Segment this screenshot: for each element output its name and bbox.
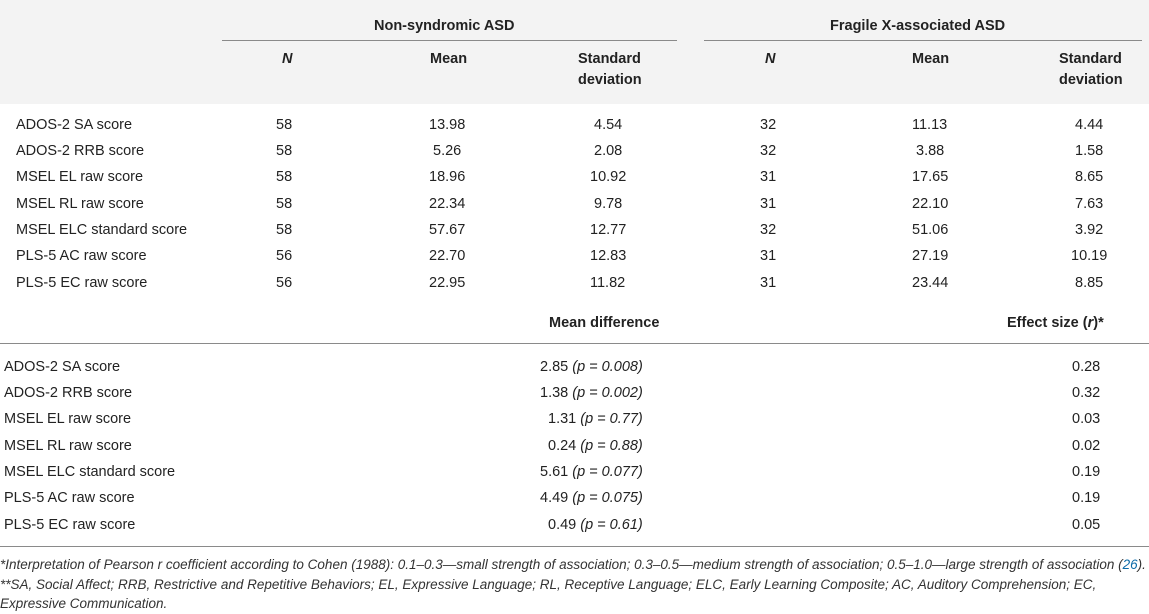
group-header-non-syndromic: Non-syndromic ASD: [374, 18, 515, 34]
cell-mean-diff: [548, 438, 643, 454]
cell-ns-n: 58: [276, 169, 293, 185]
cell-fx-sd: 8.85: [1075, 275, 1104, 291]
cell-ns-mean: 18.96: [429, 169, 466, 185]
footnote-reference-link[interactable]: 26: [1122, 557, 1138, 572]
table-row-label: MSEL ELC standard score: [4, 464, 176, 480]
cell-ns-n: 56: [276, 275, 293, 291]
cell-ns-n: 58: [276, 117, 293, 133]
col-header-sd-fx-line2: deviation: [1059, 72, 1123, 88]
cell-ns-sd: 12.83: [590, 248, 627, 264]
cell-ns-n: 58: [276, 143, 293, 159]
cell-ns-mean: 22.95: [429, 275, 466, 291]
cell-p-value: (p = 0.008): [572, 359, 643, 375]
cell-fx-mean: 51.06: [912, 222, 949, 238]
col-header-mean-ns: Mean: [430, 51, 468, 67]
cell-diff-value: 0.24: [548, 438, 577, 454]
col-header-sd-ns-line2: deviation: [578, 72, 642, 88]
table-row-label: ADOS-2 RRB score: [4, 385, 133, 401]
cell-mean-diff: [540, 359, 643, 375]
cell-fx-n: 32: [760, 222, 777, 238]
cell-ns-n: 56: [276, 248, 293, 264]
table-row-label: ADOS-2 SA score: [16, 117, 133, 133]
cell-diff-value: 2.85: [540, 359, 569, 375]
table-row-label: MSEL RL raw score: [4, 438, 132, 454]
cell-diff-value: 1.38: [540, 385, 569, 401]
table-row-label: ADOS-2 RRB score: [16, 143, 145, 159]
footnote-part2: ). **SA, Social Affect; RRB, Restrictive and Repetitive Behaviors; EL, Expressive Language; RL, Receptive Language; ELC, Early Learning Composite; AC, Auditory Comprehension; EC, Expressive Communication.: [0, 557, 1146, 611]
footnote-part1: *Interpretation of Pearson r coefficient according to Cohen (1988): 0.1–0.3—small strength of association; 0.3–0.5—medium strength of association; 0.5–1.0—large strength of association (: [0, 557, 1123, 572]
cell-fx-mean: 22.10: [912, 196, 949, 212]
cell-fx-sd: 1.58: [1075, 143, 1104, 159]
col-header-mean-fx: Mean: [912, 51, 950, 67]
cell-fx-mean: 27.19: [912, 248, 949, 264]
cell-fx-n: 31: [760, 196, 777, 212]
cell-diff-value: 5.61: [540, 464, 569, 480]
table-footnote: [0, 555, 1149, 614]
cell-ns-n: 58: [276, 222, 293, 238]
cell-fx-n: 32: [760, 143, 777, 159]
table-bottom-rule: [0, 546, 1149, 547]
cell-effect-size: 0.19: [1072, 464, 1101, 480]
cell-effect-size: 0.05: [1072, 517, 1101, 533]
cell-fx-n: 31: [760, 169, 777, 185]
cell-p-value: (p = 0.88): [580, 438, 643, 454]
cell-p-value: (p = 0.61): [580, 517, 643, 533]
table-row-label: PLS-5 AC raw score: [4, 490, 135, 506]
cell-mean-diff: [548, 411, 643, 427]
table-row-label: PLS-5 AC raw score: [16, 248, 147, 264]
table-row-label: ADOS-2 SA score: [4, 359, 121, 375]
cell-p-value: (p = 0.077): [572, 464, 643, 480]
bottom-header-rule: [0, 343, 1149, 344]
col-header-mean-difference: Mean difference: [549, 315, 660, 331]
col-header-n-ns: N: [282, 51, 293, 67]
cell-fx-n: 31: [760, 275, 777, 291]
table-row-label: MSEL EL raw score: [4, 411, 132, 427]
cell-effect-size: 0.02: [1072, 438, 1101, 454]
group-rule-non-syndromic: [222, 40, 677, 41]
cell-fx-sd: 8.65: [1075, 169, 1104, 185]
table-row-label: MSEL EL raw score: [16, 169, 144, 185]
cell-fx-sd: 10.19: [1071, 248, 1108, 264]
cell-effect-size: 0.03: [1072, 411, 1101, 427]
cell-ns-mean: 57.67: [429, 222, 466, 238]
cell-mean-diff: [540, 464, 643, 480]
cell-effect-size: 0.32: [1072, 385, 1101, 401]
cell-ns-sd: 10.92: [590, 169, 627, 185]
group-rule-fragile-x: [704, 40, 1142, 41]
cell-mean-diff: [548, 517, 643, 533]
cell-effect-size: 0.28: [1072, 359, 1101, 375]
cell-fx-n: 32: [760, 117, 777, 133]
col-header-sd-ns-line1: Standard: [578, 51, 641, 67]
table-row-label: MSEL ELC standard score: [16, 222, 188, 238]
table-row-label: MSEL RL raw score: [16, 196, 144, 212]
cell-fx-sd: 3.92: [1075, 222, 1104, 238]
effect-size-prefix: Effect size (: [1007, 315, 1088, 331]
cell-ns-sd: 11.82: [590, 275, 626, 291]
cell-ns-n: 58: [276, 196, 293, 212]
col-header-effect-size: [1007, 315, 1104, 331]
cell-mean-diff: [540, 385, 643, 401]
cell-mean-diff: [540, 490, 643, 506]
cell-fx-sd: 7.63: [1075, 196, 1104, 212]
cell-fx-mean: 23.44: [912, 275, 949, 291]
cell-p-value: (p = 0.77): [580, 411, 643, 427]
cell-ns-sd: 12.77: [590, 222, 627, 238]
effect-size-suffix: )*: [1093, 315, 1104, 331]
cell-p-value: (p = 0.002): [572, 385, 643, 401]
cell-ns-sd: 2.08: [594, 143, 623, 159]
cell-ns-mean: 5.26: [433, 143, 462, 159]
cell-ns-sd: 9.78: [594, 196, 623, 212]
cell-ns-mean: 22.70: [429, 248, 466, 264]
cell-ns-mean: 22.34: [429, 196, 466, 212]
table-row-label: PLS-5 EC raw score: [16, 275, 148, 291]
cell-fx-mean: 11.13: [912, 117, 948, 133]
cell-diff-value: 4.49: [540, 490, 569, 506]
cell-fx-sd: 4.44: [1075, 117, 1104, 133]
col-header-n-fx: N: [765, 51, 776, 67]
cell-fx-n: 31: [760, 248, 777, 264]
group-header-fragile-x: Fragile X-associated ASD: [830, 18, 1006, 34]
cell-ns-mean: 13.98: [429, 117, 466, 133]
cell-diff-value: 1.31: [548, 411, 577, 427]
table-row-label: PLS-5 EC raw score: [4, 517, 136, 533]
header-shade: [0, 0, 1149, 104]
cell-fx-mean: 17.65: [912, 169, 949, 185]
cell-diff-value: 0.49: [548, 517, 577, 533]
cell-p-value: (p = 0.075): [572, 490, 643, 506]
cell-fx-mean: 3.88: [916, 143, 945, 159]
effect-size-r: r: [1087, 315, 1094, 331]
cell-effect-size: 0.19: [1072, 490, 1101, 506]
cell-ns-sd: 4.54: [594, 117, 623, 133]
col-header-sd-fx-line1: Standard: [1059, 51, 1122, 67]
